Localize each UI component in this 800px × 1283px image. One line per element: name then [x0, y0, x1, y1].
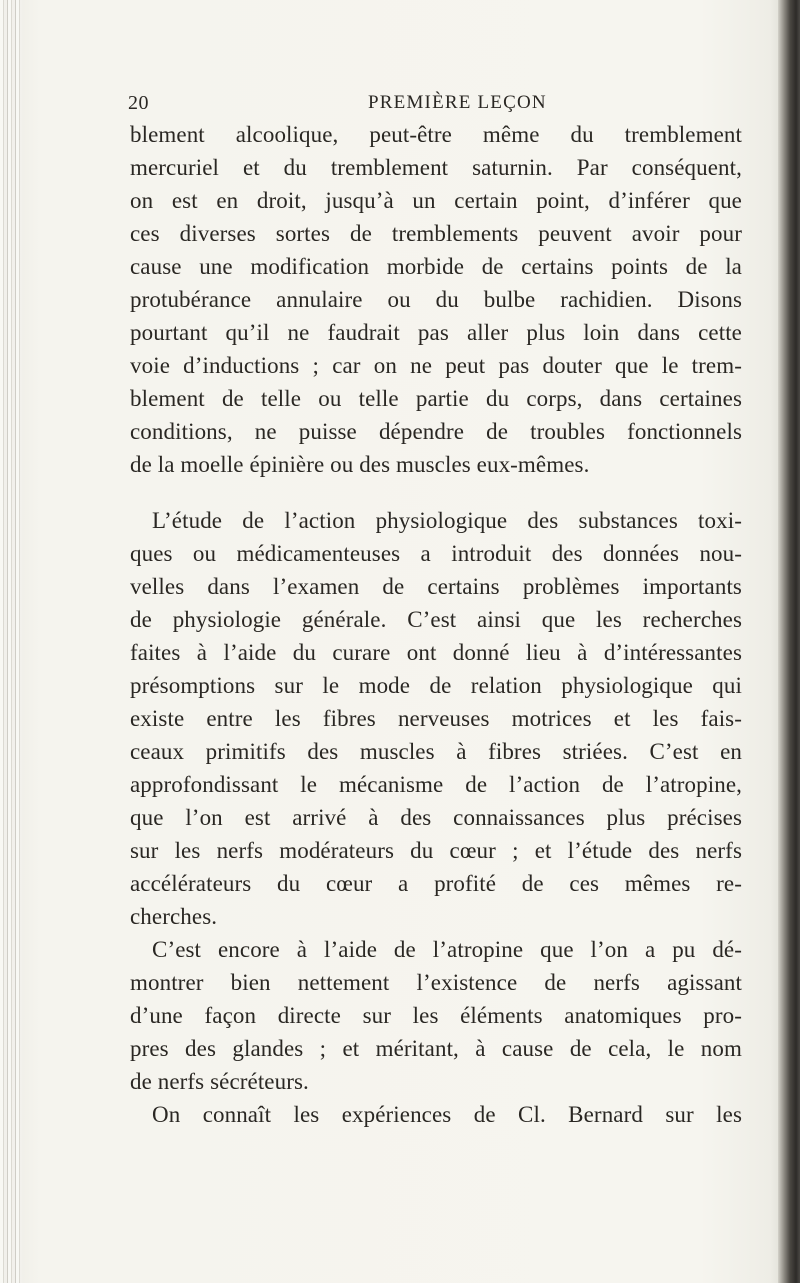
paragraph-gap [130, 481, 742, 504]
text-line: d’une façon directe sur les éléments anatomiques pro- [130, 1003, 742, 1028]
paragraph [130, 504, 742, 933]
text-line: cause une modification morbide de certains points de la [130, 254, 742, 279]
running-head: PREMIÈRE LEÇON [368, 92, 547, 113]
page-number: 20 [128, 92, 149, 114]
text-line: blement de telle ou telle partie du corps, dans certaines [130, 386, 742, 411]
text-line: existe entre les fibres nerveuses motrices et les fais- [130, 706, 742, 731]
text-line: montrer bien nettement l’existence de nerfs agissant [130, 970, 742, 995]
text-line: de nerfs sécréteurs. [130, 1069, 309, 1094]
text-line: protubérance annulaire ou du bulbe rachidien. Disons [130, 287, 742, 312]
text-line: conditions, ne puisse dépendre de troubles fonctionnels [130, 419, 742, 444]
text-line: que l’on est arrivé à des connaissances plus précises [130, 805, 742, 830]
text-line: On connaît les expériences de Cl. Bernard sur les [152, 1102, 742, 1127]
paragraph [130, 1098, 742, 1131]
text-line: pourtant qu’il ne faudrait pas aller plus loin dans cette [130, 320, 742, 345]
paragraph [130, 933, 742, 1098]
paragraph [130, 118, 742, 481]
text-line: L’étude de l’action physiologique des substances toxi- [152, 508, 742, 533]
text-line: ques ou médicamenteuses a introduit des données nou- [130, 541, 742, 566]
text-line: faites à l’aide du curare ont donné lieu à d’intéressantes [130, 640, 742, 665]
text-line: velles dans l’examen de certains problèmes importants [130, 574, 742, 599]
text-line: de la moelle épinière ou des muscles eux-mêmes. [130, 452, 590, 477]
text-line: blement alcoolique, peut-être même du tremblement [130, 122, 742, 147]
text-line: C’est encore à l’aide de l’atropine que l’on a pu dé- [152, 937, 742, 962]
text-line: mercuriel et du tremblement saturnin. Par conséquent, [130, 155, 742, 180]
text-line: ceaux primitifs des muscles à fibres striées. C’est en [130, 739, 742, 764]
text-line: voie d’inductions ; car on ne peut pas douter que le trem- [130, 353, 742, 378]
text-line: ces diverses sortes de tremblements peuvent avoir pour [130, 221, 742, 246]
text-line: présomptions sur le mode de relation physiologique qui [130, 673, 742, 698]
text-line: approfondissant le mécanisme de l’action de l’atropine, [130, 772, 742, 797]
body-text [130, 118, 742, 1131]
text-line: de physiologie générale. C’est ainsi que les recherches [130, 607, 742, 632]
page-binding-edge-right [778, 0, 800, 1283]
text-line: accélérateurs du cœur a profité de ces mêmes re- [130, 871, 742, 896]
text-line: sur les nerfs modérateurs du cœur ; et l’étude des nerfs [130, 838, 742, 863]
text-line: cherches. [130, 904, 218, 929]
text-line: on est en droit, jusqu’à un certain point, d’inférer que [130, 188, 742, 213]
page-binding-edge-left [0, 0, 22, 1283]
text-line: pres des glandes ; et méritant, à cause de cela, le nom [130, 1036, 742, 1061]
